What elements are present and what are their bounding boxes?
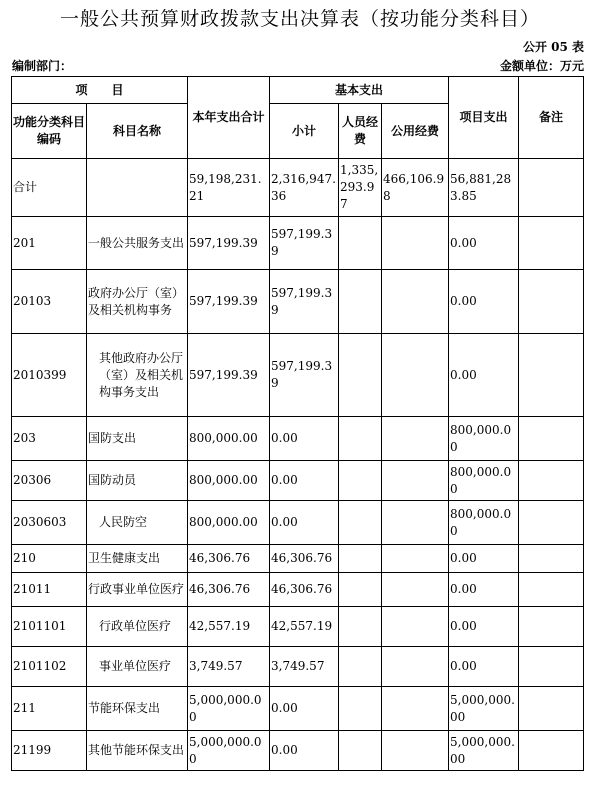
row-code: 2010399 [12, 334, 87, 417]
row-project: 0.00 [449, 545, 519, 573]
row-personnel [339, 573, 382, 607]
row-code: 201 [12, 217, 87, 270]
row-public [382, 573, 449, 607]
row-subject-name: 其他政府办公厅（室）及相关机构事务支出 [87, 334, 188, 417]
row-public [382, 731, 449, 771]
row-project: 0.00 [449, 607, 519, 647]
row-public [382, 607, 449, 647]
row-total: 46,306.76 [188, 573, 270, 607]
row-remark [519, 545, 584, 573]
row-code: 20306 [12, 461, 87, 501]
row-remark [519, 159, 584, 217]
row-personnel [339, 687, 382, 731]
table-row [12, 217, 584, 270]
row-subject-name: 国防支出 [87, 417, 188, 461]
row-remark [519, 461, 584, 501]
row-subtotal: 597,199.39 [270, 270, 339, 334]
table-header [12, 77, 584, 159]
row-subject-name: 一般公共服务支出 [87, 217, 188, 270]
table-row [12, 270, 584, 334]
row-total: 59,198,231.21 [188, 159, 270, 217]
row-personnel [339, 731, 382, 771]
report-title: 一般公共预算财政拨款支出决算表（按功能分类科目） [59, 8, 540, 30]
row-remark [519, 731, 584, 771]
row-subtotal: 597,199.39 [270, 334, 339, 417]
row-subtotal: 0.00 [270, 417, 339, 461]
row-subject-name: 行政事业单位医疗 [87, 573, 188, 607]
table-body [12, 159, 584, 771]
row-personnel [339, 217, 382, 270]
row-total: 597,199.39 [188, 217, 270, 270]
row-remark [519, 647, 584, 687]
table-row [12, 647, 584, 687]
unit-label: 金额单位：万元 [499, 59, 584, 73]
header-project: 项目支出 [449, 77, 519, 159]
row-remark [519, 334, 584, 417]
table-row [12, 573, 584, 607]
row-personnel [339, 607, 382, 647]
row-subtotal: 46,306.76 [270, 545, 339, 573]
row-project: 0.00 [449, 573, 519, 607]
table-row [12, 334, 584, 417]
table-row [12, 417, 584, 461]
row-remark [519, 573, 584, 607]
compiler-label: 编制部门： [12, 59, 73, 73]
header-subject-name: 科目名称 [87, 104, 188, 159]
header-item: 项 目 [12, 77, 188, 104]
row-code: 203 [12, 417, 87, 461]
row-subject-name: 节能环保支出 [87, 687, 188, 731]
row-public [382, 687, 449, 731]
row-code: 20103 [12, 270, 87, 334]
meta-row [12, 57, 584, 73]
row-personnel [339, 545, 382, 573]
row-project: 5,000,000.00 [449, 731, 519, 771]
row-total: 5,000,000.00 [188, 731, 270, 771]
row-subtotal: 42,557.19 [270, 607, 339, 647]
table-row [12, 687, 584, 731]
row-total: 800,000.00 [188, 501, 270, 545]
header-func-code: 功能分类科目编码 [12, 104, 87, 159]
row-code: 21199 [12, 731, 87, 771]
row-subject-name: 行政单位医疗 [87, 607, 188, 647]
row-personnel [339, 501, 382, 545]
row-subject-name: 其他节能环保支出 [87, 731, 188, 771]
row-remark [519, 607, 584, 647]
row-subtotal: 46,306.76 [270, 573, 339, 607]
row-public [382, 270, 449, 334]
row-project: 0.00 [449, 334, 519, 417]
row-remark [519, 270, 584, 334]
row-personnel [339, 270, 382, 334]
header-remark: 备注 [519, 77, 584, 159]
row-project: 800,000.00 [449, 461, 519, 501]
row-code: 2030603 [12, 501, 87, 545]
header-personnel: 人员经费 [339, 104, 382, 159]
table-row [12, 607, 584, 647]
row-subject-name [87, 159, 188, 217]
row-public: 466,106.98 [382, 159, 449, 217]
row-code: 合计 [12, 159, 87, 217]
row-code: 211 [12, 687, 87, 731]
row-public [382, 545, 449, 573]
row-project: 5,000,000.00 [449, 687, 519, 731]
row-subtotal: 3,749.57 [270, 647, 339, 687]
row-subtotal: 2,316,947.36 [270, 159, 339, 217]
table-row [12, 461, 584, 501]
row-subject-name: 国防动员 [87, 461, 188, 501]
row-subject-name: 政府办公厅（室）及相关机构事务 [87, 270, 188, 334]
row-project: 0.00 [449, 647, 519, 687]
row-total: 46,306.76 [188, 545, 270, 573]
row-code: 21011 [12, 573, 87, 607]
row-subject-name: 事业单位医疗 [87, 647, 188, 687]
row-code: 210 [12, 545, 87, 573]
row-project: 800,000.00 [449, 417, 519, 461]
row-subject-name: 人民防空 [87, 501, 188, 545]
row-total: 5,000,000.00 [188, 687, 270, 731]
row-total: 800,000.00 [188, 461, 270, 501]
form-number: 公开 05 表 [522, 40, 584, 54]
row-public [382, 334, 449, 417]
table-row [12, 731, 584, 771]
table-row [12, 545, 584, 573]
table-row [12, 501, 584, 545]
row-remark [519, 217, 584, 270]
row-project: 56,881,283.85 [449, 159, 519, 217]
row-code: 2101102 [12, 647, 87, 687]
row-public [382, 217, 449, 270]
row-project: 800,000.00 [449, 501, 519, 545]
header-total: 本年支出合计 [188, 77, 270, 159]
row-remark [519, 501, 584, 545]
row-subtotal: 0.00 [270, 501, 339, 545]
row-total: 597,199.39 [188, 270, 270, 334]
row-subtotal: 0.00 [270, 687, 339, 731]
row-subtotal: 597,199.39 [270, 217, 339, 270]
row-personnel [339, 334, 382, 417]
row-personnel [339, 461, 382, 501]
expenditure-table [11, 76, 584, 771]
row-public [382, 461, 449, 501]
row-remark [519, 687, 584, 731]
row-personnel [339, 417, 382, 461]
row-code: 2101101 [12, 607, 87, 647]
row-subtotal: 0.00 [270, 461, 339, 501]
header-basic: 基本支出 [270, 77, 449, 104]
row-total: 3,749.57 [188, 647, 270, 687]
row-personnel: 1,335,293.97 [339, 159, 382, 217]
row-personnel [339, 647, 382, 687]
row-total: 800,000.00 [188, 417, 270, 461]
row-public [382, 647, 449, 687]
row-project: 0.00 [449, 270, 519, 334]
row-subject-name: 卫生健康支出 [87, 545, 188, 573]
row-total: 42,557.19 [188, 607, 270, 647]
row-public [382, 501, 449, 545]
header-subtotal: 小计 [270, 104, 339, 159]
row-subtotal: 0.00 [270, 731, 339, 771]
row-public [382, 417, 449, 461]
table-row [12, 159, 584, 217]
row-remark [519, 417, 584, 461]
row-total: 597,199.39 [188, 334, 270, 417]
header-public: 公用经费 [382, 104, 449, 159]
row-project: 0.00 [449, 217, 519, 270]
